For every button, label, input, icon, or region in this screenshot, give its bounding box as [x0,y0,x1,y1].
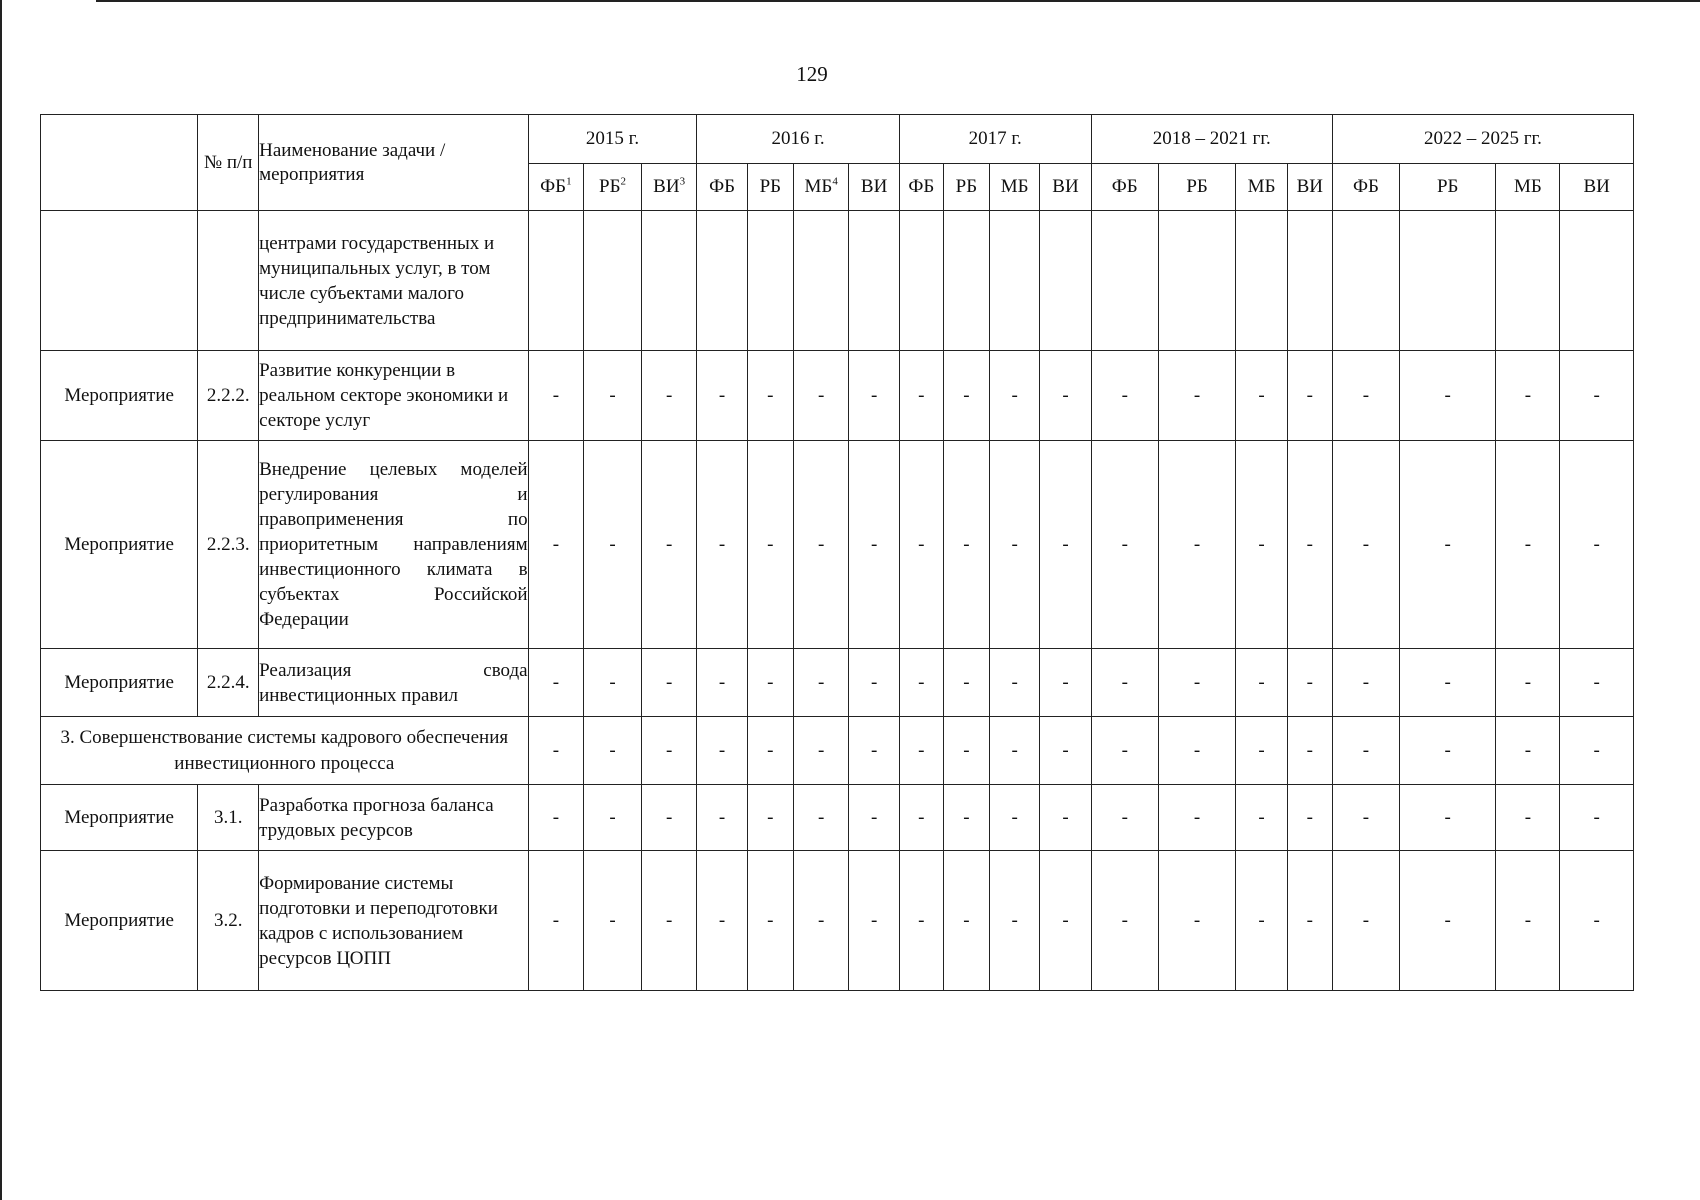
value-cell: - [989,441,1039,649]
row-name: Формирование системы подготовки и переподготовки кадров с использованием ресурсов ЦОПП [259,851,529,991]
value-cell: - [899,851,943,991]
value-cell: - [899,717,943,785]
header-source-4-0: ФБ [1332,164,1399,211]
value-cell: - [1496,351,1560,441]
row-name: Разработка прогноза баланса трудовых ресурсов [259,785,529,851]
value-cell: - [1399,851,1495,991]
value-cell: - [697,785,747,851]
value-cell: - [1287,785,1332,851]
row-type: Мероприятие [41,649,198,717]
value-cell: - [1399,649,1495,717]
value-cell: - [793,441,849,649]
value-cell [1040,211,1091,351]
row-type: Мероприятие [41,441,198,649]
table-row [41,351,1634,441]
value-cell: - [989,649,1039,717]
header-source-0-1: $РБ^2$ [584,164,642,211]
header-source-1-1: РБ [747,164,793,211]
header-row-years [41,115,1634,164]
value-cell: - [899,351,943,441]
value-cell: - [849,351,899,441]
row-number: 2.2.3. [198,441,259,649]
value-cell: - [528,717,584,785]
value-cell: - [1236,441,1287,649]
row-number: 2.2.4. [198,649,259,717]
value-cell: - [1496,717,1560,785]
value-cell: - [528,785,584,851]
value-cell: - [1332,851,1399,991]
value-cell: - [1236,851,1287,991]
value-cell: - [1399,717,1495,785]
value-cell: - [1040,649,1091,717]
row-name: Внедрение целевых моделей регулирования и правоприменения по приоритетным направлениям инвестиционного климата в субъектах Российской Федерации [259,441,529,649]
value-cell [849,211,899,351]
value-cell: - [1091,649,1158,717]
row-number: 3.1. [198,785,259,851]
value-cell: - [1560,649,1634,717]
value-cell: - [1287,851,1332,991]
value-cell: - [943,649,989,717]
value-cell: - [943,717,989,785]
value-cell: - [1158,785,1236,851]
value-cell: - [1040,441,1091,649]
value-cell: - [1560,785,1634,851]
value-cell [943,211,989,351]
value-cell: - [943,351,989,441]
value-cell [584,211,642,351]
value-cell: - [1091,441,1158,649]
header-source-4-3: ВИ [1560,164,1634,211]
value-cell: - [528,351,584,441]
header-year-1: 2016 г. [697,115,899,164]
value-cell: - [989,785,1039,851]
value-cell: - [989,851,1039,991]
value-cell: - [1287,717,1332,785]
value-cell: - [1236,649,1287,717]
header-source-4-2: МБ [1496,164,1560,211]
header-year-2: 2017 г. [899,115,1091,164]
value-cell: - [697,717,747,785]
row-type: Мероприятие [41,785,198,851]
value-cell: - [1158,351,1236,441]
header-source-4-1: РБ [1399,164,1495,211]
value-cell [697,211,747,351]
header-name-cell: Наименование задачи / мероприятия [259,115,529,211]
value-cell: - [641,851,697,991]
header-source-0-2: $ВИ^3$ [641,164,697,211]
value-cell: - [849,785,899,851]
value-cell: - [1496,785,1560,851]
value-cell: - [1332,649,1399,717]
table-body [41,211,1634,991]
value-cell: - [1399,785,1495,851]
value-cell: - [1496,851,1560,991]
value-cell: - [584,649,642,717]
value-cell: - [943,441,989,649]
table-row [41,785,1634,851]
row-name: Развитие конкуренции в реальном секторе экономики и секторе услуг [259,351,529,441]
value-cell [989,211,1039,351]
value-cell: - [899,785,943,851]
value-cell: - [1560,351,1634,441]
header-year-3: 2018 – 2021 гг. [1091,115,1332,164]
value-cell: - [584,717,642,785]
value-cell [1236,211,1287,351]
row-name: Реализация свода инвестиционных правил [259,649,529,717]
header-source-3-1: РБ [1158,164,1236,211]
value-cell: - [641,351,697,441]
value-cell: - [584,785,642,851]
header-num-cell: № п/п [198,115,259,211]
funding-table [40,114,1634,991]
value-cell: - [1158,717,1236,785]
value-cell [793,211,849,351]
value-cell [641,211,697,351]
header-year-4: 2022 – 2025 гг. [1332,115,1633,164]
header-source-1-0: ФБ [697,164,747,211]
value-cell: - [849,649,899,717]
value-cell: - [989,717,1039,785]
value-cell: - [584,851,642,991]
value-cell: - [849,851,899,991]
value-cell: - [641,649,697,717]
value-cell: - [1040,851,1091,991]
value-cell: - [697,441,747,649]
value-cell: - [1236,351,1287,441]
value-cell [1287,211,1332,351]
value-cell: - [899,441,943,649]
header-source-1-3: ВИ [849,164,899,211]
value-cell: - [1091,717,1158,785]
row-number [198,211,259,351]
value-cell: - [1040,351,1091,441]
header-source-3-0: ФБ [1091,164,1158,211]
value-cell: - [849,441,899,649]
value-cell: - [528,649,584,717]
section-row [41,717,1634,785]
value-cell: - [747,351,793,441]
value-cell: - [697,649,747,717]
value-cell: - [1236,717,1287,785]
value-cell: - [1332,441,1399,649]
value-cell: - [697,851,747,991]
top-border-line [96,0,1700,2]
value-cell: - [1091,351,1158,441]
value-cell: - [793,851,849,991]
table-row [41,851,1634,991]
value-cell: - [747,441,793,649]
value-cell [1496,211,1560,351]
value-cell: - [1399,351,1495,441]
value-cell: - [747,851,793,991]
value-cell: - [1158,851,1236,991]
value-cell: - [1332,351,1399,441]
header-source-3-2: МБ [1236,164,1287,211]
value-cell: - [1560,851,1634,991]
value-cell: - [943,851,989,991]
value-cell [1399,211,1495,351]
value-cell [1560,211,1634,351]
value-cell: - [1091,785,1158,851]
value-cell: - [1332,717,1399,785]
value-cell [528,211,584,351]
value-cell: - [1560,717,1634,785]
value-cell: - [793,785,849,851]
value-cell: - [747,717,793,785]
value-cell [1332,211,1399,351]
header-source-2-1: РБ [943,164,989,211]
value-cell: - [641,785,697,851]
value-cell [899,211,943,351]
value-cell: - [641,441,697,649]
header-source-0-0: $ФБ^1$ [528,164,584,211]
left-border-line [0,0,2,1200]
value-cell: - [1399,441,1495,649]
header-year-0: 2015 г. [528,115,697,164]
value-cell: - [697,351,747,441]
value-cell: - [1158,649,1236,717]
row-type: Мероприятие [41,351,198,441]
row-number: 3.2. [198,851,259,991]
table-row [41,649,1634,717]
value-cell: - [1332,785,1399,851]
row-type: Мероприятие [41,851,198,991]
page-number: 129 [796,62,828,86]
row-name: центрами государственных и муниципальных услуг, в том числе субъектами малого предпринимательства [259,211,529,351]
row-number: 2.2.2. [198,351,259,441]
value-cell: - [793,649,849,717]
value-cell: - [849,717,899,785]
value-cell: - [1287,441,1332,649]
value-cell: - [1158,441,1236,649]
value-cell: - [641,717,697,785]
value-cell: - [747,649,793,717]
header-source-3-3: ВИ [1287,164,1332,211]
value-cell: - [1560,441,1634,649]
value-cell: - [943,785,989,851]
header-source-2-0: ФБ [899,164,943,211]
value-cell: - [584,351,642,441]
value-cell: - [584,441,642,649]
value-cell: - [793,351,849,441]
value-cell: - [989,351,1039,441]
value-cell: - [528,441,584,649]
table-row [41,211,1634,351]
value-cell: - [1496,441,1560,649]
header-source-2-2: МБ [989,164,1039,211]
value-cell [1091,211,1158,351]
value-cell: - [793,717,849,785]
section-title: 3. Совершенствование системы кадрового обеспечения инвестиционного процесса [41,717,529,785]
table-row [41,441,1634,649]
value-cell: - [1287,649,1332,717]
header-type-cell [41,115,198,211]
value-cell [1158,211,1236,351]
value-cell: - [1236,785,1287,851]
header-source-2-3: ВИ [1040,164,1091,211]
value-cell: - [1040,785,1091,851]
value-cell: - [528,851,584,991]
value-cell: - [1091,851,1158,991]
value-cell: - [1040,717,1091,785]
value-cell: - [1287,351,1332,441]
value-cell: - [1496,649,1560,717]
value-cell [747,211,793,351]
value-cell: - [899,649,943,717]
header-source-1-2: $МБ^4$ [793,164,849,211]
value-cell: - [747,785,793,851]
row-type [41,211,198,351]
